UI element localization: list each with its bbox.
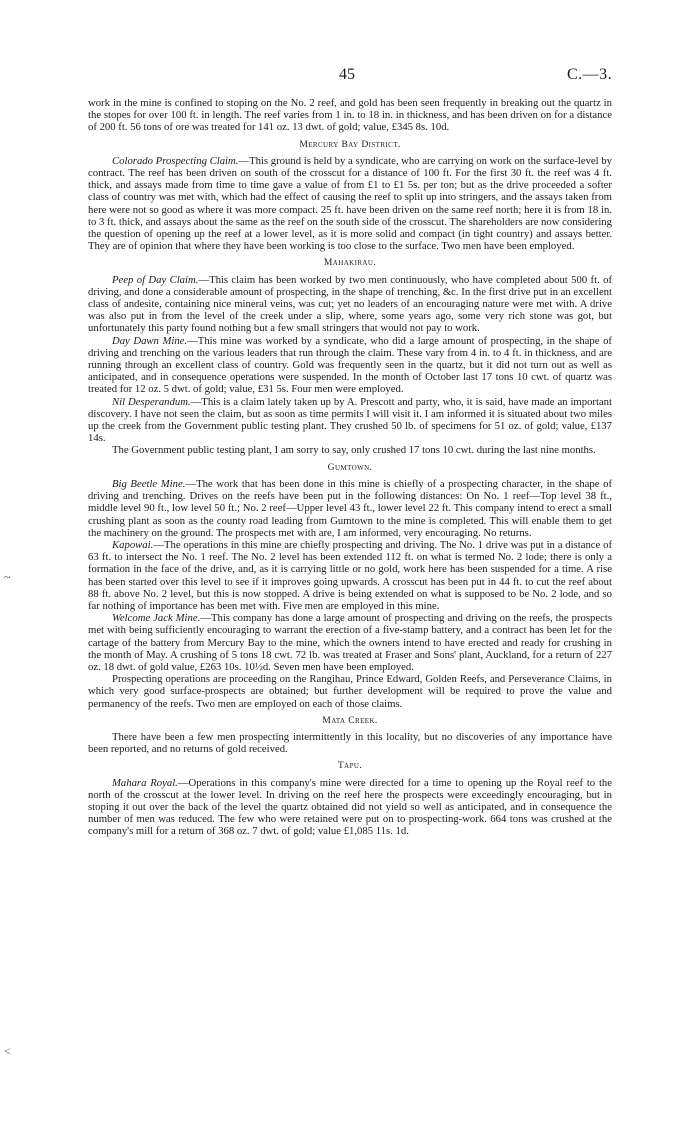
- claim-text-day-dawn: —This mine was worked by a syndicate, who did a large amount of prospecting, in the shape of driving and trenching on the various leaders that run through the claim. These vary from 4 in. to 4 ft. in thickness, and are running through an excellent class of country. Gold was frequently seen in the quartz, but it did not turn out as well as anticipated, and in consequence operations were suspended. In the month of October last 17 tons 10 cwt. of quartz was treated for 12 oz. 5 dwt. of gold; value, £31 5s. Four men were employed.: [88, 334, 612, 396]
- claim-text-big-beetle: —The work that has been done in this mine is chiefly of a prospecting character, in the shape of driving and trenching. Drives on the reefs have been put in the following distances: On No. 1 reef—Top level 38 ft., middle level 90 ft., low level 50 ft.; No. 2 reef—Upper level 43 ft., lower level 22 ft. This company intend to erect a small crushing plant as soon as the county road leading from Gumtown to the mine is completed. This will enable them to get the machinery on the ground. The prospects met with are, I am informed, very encouraging. No returns.: [88, 477, 613, 539]
- paragraph-kapowai: [88, 539, 612, 612]
- paragraph-colorado-claim: [88, 155, 612, 253]
- paragraph-mata-creek: There have been a few men prospecting intermittently in this locality, but no discoveries of any importance have been reported, and no returns of gold received.: [88, 730, 612, 756]
- paragraph-big-beetle: [88, 478, 612, 539]
- paragraph-nil-desperandum: [88, 396, 612, 445]
- report-body: [88, 97, 612, 838]
- claim-text-kapowai: —The operations in this mine are chiefly prospecting and driving. The No. 1 drive was put in a distance of 63 ft. to intersect the No. 1 reef. The No. 2 level has been extended 112 ft. on what is termed No. 2 lode; there is only a formation in the face of the drive, and, as it is carrying little or no gold, work here has been suspended for a time. A rise has been started over this level to see if it improves going upwards. A crosscut has been put in 44 ft. to cut the reef about 88 ft. above No. 2 level, but this is now stopped. A drive is being extended on what is supposed to be No. 2 lode, and so far nothing of importance has been met with. Five men are employed in this mine.: [88, 538, 612, 612]
- claim-name-kapowai: Kapowai.: [112, 538, 154, 551]
- claim-name-welcome-jack: Welcome Jack Mine.: [112, 612, 201, 625]
- page-header: [0, 66, 700, 86]
- claim-text-welcome-jack: —This company has done a large amount of prospecting and driving on the reefs, the prospects met with being sufficiently encouraging to warrant the erection of a five-stamp battery, and a contract has been let for the cartage of the battery from Mercury Bay to the mine, which the owners intend to have erected and ready for crushing in the month of May. A crushing of 5 tons 18 cwt. 72 lb. was treated at Fraser and Sons' plant, Auckland, for a return of 227 oz. 18 dwt. of gold value, £263 10s. 10½d. Seven men have been employed.: [88, 612, 612, 673]
- claim-name-mahara-royal: Mahara Royal.: [112, 776, 178, 789]
- page-number: 45: [339, 66, 355, 83]
- margin-scan-mark: <: [4, 1044, 11, 1058]
- document-reference: C.—3.: [567, 66, 613, 83]
- paragraph-continuation: work in the mine is confined to stoping on the No. 2 reef, and gold has been seen frequently in breaking out the quartz in the stopes for over 100 ft. in length. The reef varies from 1 in. to 18 in. in thickness, and has been driven on for a distance of 200 ft. 56 tons of ore was treated for 141 oz. 13 dwt. of gold; value, £345 8s. 10d.: [88, 97, 612, 134]
- claim-text-peep-of-day: —This claim has been worked by two men continuously, who have completed about 500 ft. of driving, and done a considerable amount of prospecting, in the shape of trenching, &c. In the first drive put in an excellent class of andesite, containing nice mineral veins, was cut; yet no leaders of an encouraging nature were met with. A drive was also put in from the level of the creek under a slip, where, some years ago, some very rich stone was got, but unfortunately this party found nothing but a few small stringers that would not pay to work.: [88, 273, 613, 335]
- claim-name-nil-desperandum: Nil Desperandum.: [112, 395, 191, 408]
- paragraph-mahara-royal: [88, 777, 612, 838]
- claim-text-mahara-royal: —Operations in this company's mine were directed for a time to opening up the Royal reef to the north of the crosscut at the lower level. In driving on the reef here the prospects were exceedingly encouraging, but in stoping it out over the back of the level the quartz obtained did not yield so well as anticipated, and in consequence the number of men was reduced. The few who were retained were put on to prospecting-work. 664 tons was crushed at the company's mill for a return of 368 oz. 7 dwt. of gold; value £1,085 11s. 1d.: [88, 776, 612, 838]
- heading-gumtown: Gumtown.: [327, 461, 373, 473]
- paragraph-welcome-jack: [88, 612, 612, 673]
- heading-mata-creek: Mata Creek.: [322, 714, 378, 726]
- heading-tapu: Tapu.: [337, 760, 363, 772]
- claim-name-day-dawn: Day Dawn Mine.: [112, 334, 188, 347]
- claim-name-big-beetle: Big Beetle Mine.: [112, 477, 186, 490]
- claim-text-colorado: —This ground is held by a syndicate, who are carrying on work on the surface-level by contract. The reef has been driven on south of the crosscut for a distance of 100 ft. For the first 30 ft. the reef was 4 ft. thick, and assays made from time to time gave a value of from £1 to £1 5s. per ton; but as the drive proceeded a softer class of country was met with, which had the effect of causing the reef to split up into stringers, and the assays taken from here were not so good as where it was more compact. 25 ft. have been driven on the same reef north; here it is from 18 in. to 3 ft. thick, and assays about the same as the reef on the south side of the crosscut. The shareholders are now considering the question of opening up the reef at a lower level, as it is more solid and compact (in tight country) and assays better. They are of opinion that where they have been working is too close to the surface. Two men have been employed.: [88, 154, 612, 253]
- paragraph-testing-plant: The Government public testing plant, I am sorry to say, only crushed 17 tons 10 cwt. during the last nine months.: [112, 444, 596, 457]
- claim-text-nil-desperandum: —This is a claim lately taken up by A. Prescott and party, who, it is said, have made an important discovery. I have not seen the claim, but as soon as time permits I will visit it. I am informed it is situated about two miles up the creek from the Government public testing plant. They crushed 50 lb. of specimens for 51 oz. of gold; value, £137 14s.: [88, 395, 612, 445]
- paragraph-prospecting-operations: Prospecting operations are proceeding on the Rangihau, Prince Edward, Golden Reefs, and Perseverance Claims, in which very good surface-prospects are obtained; but further development will be required to prove the value and permanency of the reefs. Two men are employed on each of those claims.: [88, 673, 612, 710]
- claim-name-peep-of-day: Peep of Day Claim.: [112, 273, 199, 286]
- claim-name-colorado: Colorado Prospecting Claim.: [112, 154, 239, 167]
- margin-scan-mark: ~: [4, 570, 11, 584]
- heading-mahakirau: Mahakirau.: [323, 257, 377, 269]
- heading-mercury-bay-district: Mercury Bay District.: [299, 138, 401, 150]
- paragraph-day-dawn: [88, 335, 612, 396]
- paragraph-peep-of-day: [88, 274, 612, 335]
